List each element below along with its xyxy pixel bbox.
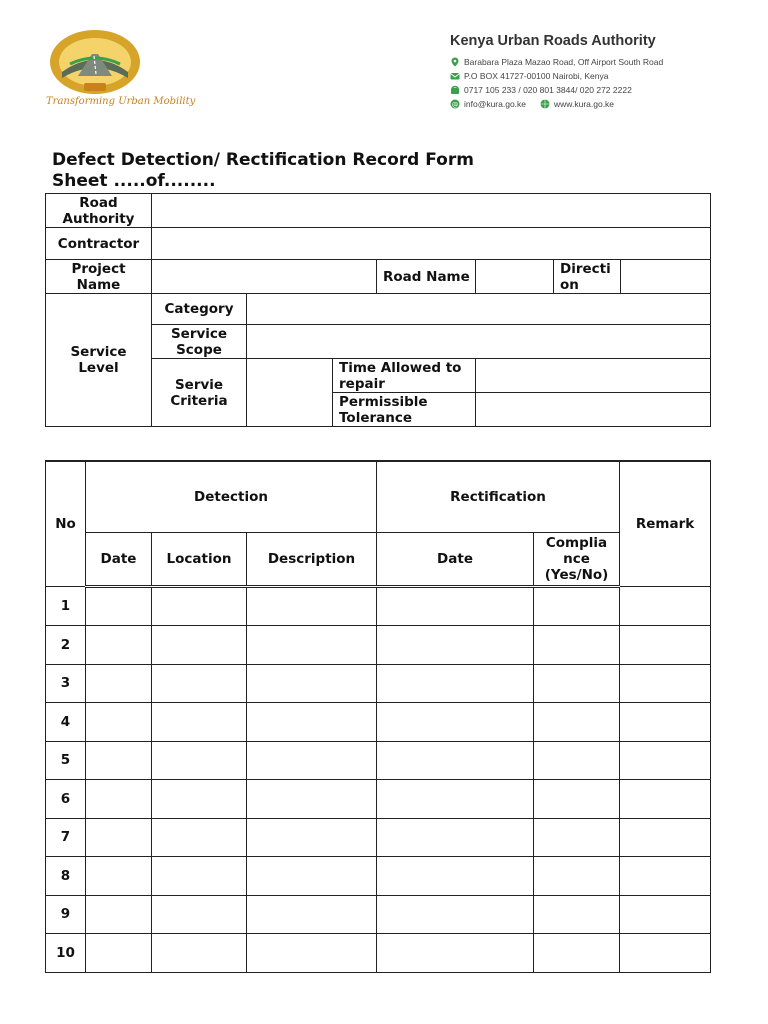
email-web-line: [450, 97, 750, 111]
time-allowed-label: Time Allowed to repair: [333, 359, 476, 393]
category-label: Category: [152, 294, 247, 325]
organization-block: [450, 33, 750, 111]
header-description: Description: [247, 532, 377, 586]
road-authority-field[interactable]: [152, 194, 711, 228]
location-cell[interactable]: [152, 703, 247, 742]
category-field[interactable]: [247, 294, 711, 325]
rectification-date-cell[interactable]: [377, 857, 534, 896]
row-number: 3: [46, 664, 86, 703]
header-rectification: Rectification: [377, 461, 620, 532]
compliance-cell[interactable]: [534, 741, 620, 780]
rectification-date-cell[interactable]: [377, 703, 534, 742]
service-level-label: Service Level: [46, 294, 152, 427]
table-row: [46, 895, 711, 934]
row-number: 5: [46, 741, 86, 780]
sheet-number-line: Sheet .....of........: [52, 171, 216, 191]
phone-icon: [450, 85, 460, 95]
form-title-line1: Defect Detection/ Rectification Record Form: [52, 150, 474, 170]
location-cell[interactable]: [152, 586, 247, 626]
header-no: No: [46, 461, 86, 586]
table-row: [46, 934, 711, 973]
globe-icon: [540, 99, 550, 109]
remark-cell[interactable]: [620, 703, 711, 742]
description-cell[interactable]: [247, 780, 377, 819]
table-row: [46, 703, 711, 742]
project-info-table: [45, 193, 711, 427]
detection-date-cell[interactable]: [86, 818, 152, 857]
kura-logo: [48, 28, 158, 96]
location-cell[interactable]: [152, 934, 247, 973]
description-cell[interactable]: [247, 895, 377, 934]
road-name-field[interactable]: [476, 260, 554, 294]
row-number: 9: [46, 895, 86, 934]
permissible-tolerance-field[interactable]: [476, 393, 711, 427]
header-detection-date: Date: [86, 532, 152, 586]
location-cell[interactable]: [152, 664, 247, 703]
rectification-date-cell[interactable]: [377, 626, 534, 665]
description-cell[interactable]: [247, 857, 377, 896]
header-compliance: Complia nce (Yes/No): [534, 532, 620, 586]
project-name-label: Project Name: [46, 260, 152, 294]
tagline: Transforming Urban Mobility: [46, 96, 196, 107]
location-cell[interactable]: [152, 895, 247, 934]
remark-cell[interactable]: [620, 586, 711, 626]
location-cell[interactable]: [152, 818, 247, 857]
service-scope-field[interactable]: [247, 325, 711, 359]
description-cell[interactable]: [247, 626, 377, 665]
rectification-date-cell[interactable]: [377, 586, 534, 626]
location-cell[interactable]: [152, 626, 247, 665]
rectification-date-cell[interactable]: [377, 780, 534, 819]
table-row: [46, 780, 711, 819]
detection-date-cell[interactable]: [86, 934, 152, 973]
detection-date-cell[interactable]: [86, 586, 152, 626]
table-row: [46, 586, 711, 626]
contractor-field[interactable]: [152, 228, 711, 260]
compliance-cell[interactable]: [534, 586, 620, 626]
svg-text:@: @: [451, 100, 459, 109]
row-number: 10: [46, 934, 86, 973]
row-number: 7: [46, 818, 86, 857]
location-pin-icon: [450, 57, 460, 67]
rectification-date-cell[interactable]: [377, 664, 534, 703]
compliance-cell[interactable]: [534, 664, 620, 703]
compliance-cell[interactable]: [534, 818, 620, 857]
remark-cell[interactable]: [620, 857, 711, 896]
email-icon: [450, 99, 460, 109]
address-text: Barabara Plaza Mazao Road, Off Airport South Road: [464, 57, 664, 67]
compliance-cell[interactable]: [534, 934, 620, 973]
detection-date-cell[interactable]: [86, 664, 152, 703]
row-number: 4: [46, 703, 86, 742]
row-number: 8: [46, 857, 86, 896]
road-name-label: Road Name: [377, 260, 476, 294]
remark-cell[interactable]: [620, 895, 711, 934]
compliance-cell[interactable]: [534, 626, 620, 665]
rectification-date-cell[interactable]: [377, 895, 534, 934]
defect-record-table: [45, 460, 711, 973]
description-cell[interactable]: [247, 934, 377, 973]
description-cell[interactable]: [247, 741, 377, 780]
rectification-date-cell[interactable]: [377, 741, 534, 780]
phone-text: 0717 105 233 / 020 801 3844/ 020 272 2222: [464, 85, 632, 95]
phone-line: [450, 83, 750, 97]
kura-seal-icon: [48, 28, 142, 96]
remark-cell[interactable]: [620, 741, 711, 780]
location-cell[interactable]: [152, 780, 247, 819]
compliance-cell[interactable]: [534, 895, 620, 934]
direction-field[interactable]: [621, 260, 711, 294]
contractor-label: Contractor: [46, 228, 152, 260]
header-location: Location: [152, 532, 247, 586]
table-row: [46, 818, 711, 857]
envelope-icon: [450, 71, 460, 81]
description-cell[interactable]: [247, 586, 377, 626]
location-cell[interactable]: [152, 741, 247, 780]
compliance-cell[interactable]: [534, 857, 620, 896]
form-title: [52, 150, 474, 192]
address-line: [450, 55, 750, 69]
detection-date-cell[interactable]: [86, 895, 152, 934]
detection-date-cell[interactable]: [86, 780, 152, 819]
direction-label: Directi on: [554, 260, 621, 294]
pobox-text: P.O BOX 41727-00100 Nairobi, Kenya: [464, 71, 609, 81]
row-number: 2: [46, 626, 86, 665]
remark-cell[interactable]: [620, 664, 711, 703]
compliance-cell[interactable]: [534, 703, 620, 742]
header-remark: Remark: [620, 461, 711, 586]
header-detection: Detection: [86, 461, 377, 532]
detection-date-cell[interactable]: [86, 857, 152, 896]
email-text[interactable]: info@kura.go.ke: [464, 99, 527, 109]
description-cell[interactable]: [247, 664, 377, 703]
time-allowed-field[interactable]: [476, 359, 711, 393]
pobox-line: [450, 69, 750, 83]
service-criteria-label: Servie Criteria: [152, 359, 247, 427]
website-text[interactable]: www.kura.go.ke: [554, 99, 615, 109]
remark-cell[interactable]: [620, 780, 711, 819]
location-cell[interactable]: [152, 857, 247, 896]
description-cell[interactable]: [247, 703, 377, 742]
detection-date-cell[interactable]: [86, 741, 152, 780]
table-row: [46, 857, 711, 896]
service-scope-label: Service Scope: [152, 325, 247, 359]
road-authority-label: Road Authority: [46, 194, 152, 228]
rectification-date-cell[interactable]: [377, 818, 534, 857]
row-number: 1: [46, 586, 86, 626]
table-row: [46, 626, 711, 665]
table-row: [46, 741, 711, 780]
project-name-field[interactable]: [152, 260, 377, 294]
detection-date-cell[interactable]: [86, 626, 152, 665]
rectification-date-cell[interactable]: [377, 934, 534, 973]
service-criteria-field[interactable]: [247, 359, 333, 427]
description-cell[interactable]: [247, 818, 377, 857]
detection-date-cell[interactable]: [86, 703, 152, 742]
header-rectification-date: Date: [377, 532, 534, 586]
permissible-tolerance-label: Permissible Tolerance: [333, 393, 476, 427]
table-row: [46, 664, 711, 703]
remark-cell[interactable]: [620, 934, 711, 973]
remark-cell[interactable]: [620, 818, 711, 857]
organization-name: Kenya Urban Roads Authority: [450, 33, 656, 49]
remark-cell[interactable]: [620, 626, 711, 665]
compliance-cell[interactable]: [534, 780, 620, 819]
row-number: 6: [46, 780, 86, 819]
